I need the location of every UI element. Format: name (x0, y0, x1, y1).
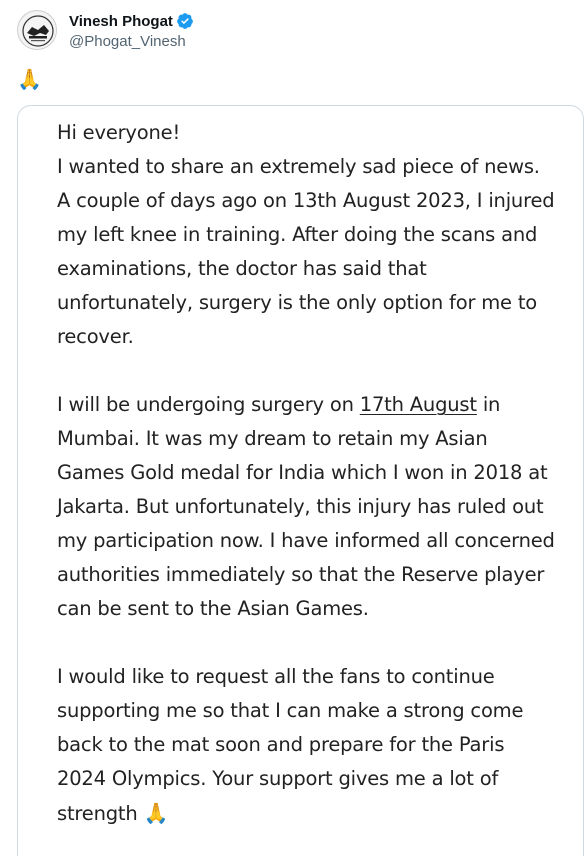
letter-paragraph-2 (57, 388, 557, 626)
letter-paragraph-3 (57, 660, 557, 831)
tweet-text-emoji: 🙏 (17, 69, 42, 91)
para2-underlined-date: 17th August (359, 393, 477, 416)
paragraph-gap (57, 626, 557, 660)
display-name[interactable]: Vinesh Phogat (69, 12, 173, 30)
letter-image-card[interactable] (17, 105, 584, 856)
tweet-header (17, 10, 194, 50)
avatar-logo-icon (18, 11, 57, 50)
para2-before: I will be undergoing surgery on (57, 393, 360, 416)
pray-emoji-icon: 🙏 (143, 801, 169, 825)
author-names (69, 10, 194, 50)
handle[interactable]: @Phogat_Vinesh (69, 33, 186, 50)
avatar[interactable] (17, 10, 57, 50)
verified-badge-icon (176, 12, 194, 30)
name-row (69, 10, 194, 32)
paragraph-gap (57, 354, 557, 388)
letter-paragraph-1: I wanted to share an extremely sad piece of news. A couple of days ago on 13th August 2023, I injured my left knee in training. After doing the scans and examinations, the doctor has said that unfortunately, surgery is the only option for me to recover. (57, 155, 555, 348)
para3-text: I would like to request all the fans to continue supporting me so that I can make a strong come back to the mat soon and prepare for the Paris 2024 Olympics. Your support gives me a lot of strength (57, 665, 524, 825)
letter-text (57, 116, 557, 831)
letter-greeting: Hi everyone! (57, 121, 181, 144)
para2-after: in Mumbai. It was my dream to retain my Asian Games Gold medal for India which I won in 2018 at Jakarta. But unfortunately, this injury has ruled out my participation now. I have informed all concerned authorities immediately so that the Reserve player can be sent to the Asian Games. (57, 393, 555, 620)
